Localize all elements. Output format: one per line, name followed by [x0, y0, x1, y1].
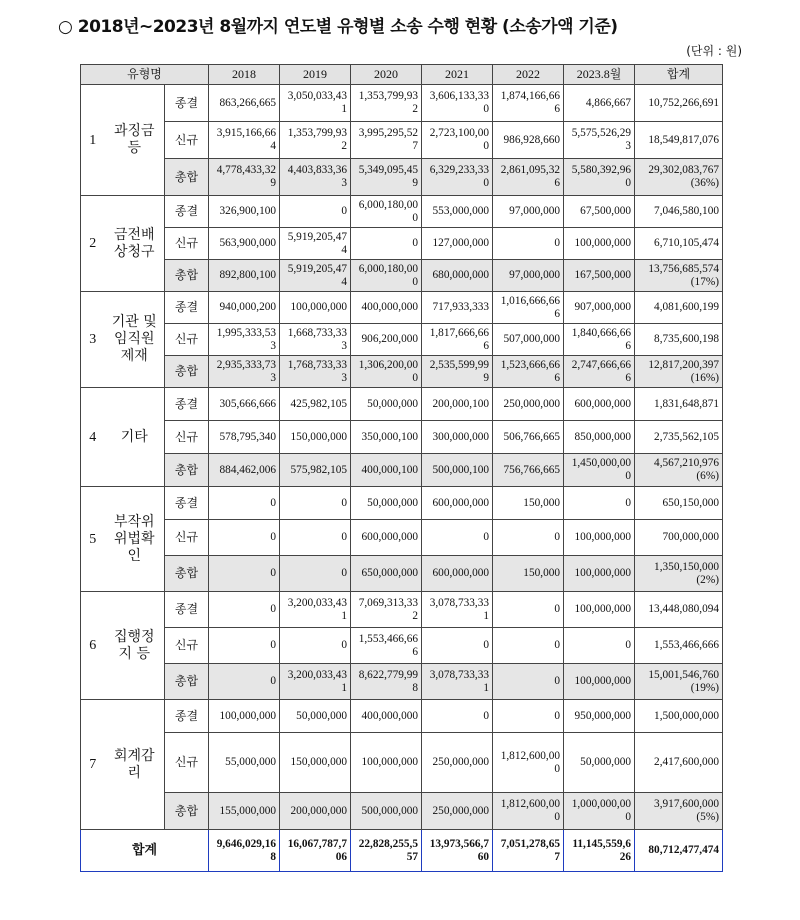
cell-value: 50,000,000: [564, 733, 635, 793]
row-subtype: 신규: [165, 733, 209, 793]
cell-value: 500,000,000: [351, 793, 422, 830]
page-title: ○ 2018년~2023년 8월까지 연도별 유형별 소송 수행 현황 (소송가액 기준): [58, 17, 618, 37]
cell-value: 0: [280, 520, 351, 556]
cell-value: 100,000,000: [564, 556, 635, 592]
cell-value: 3,078,733,331: [422, 664, 493, 700]
cell-total: 4,081,600,199: [635, 292, 723, 324]
table-row: [81, 664, 723, 700]
cell-value: 167,500,000: [564, 260, 635, 292]
cell-value: 0: [209, 592, 280, 628]
unit-label: (단위 : 원): [686, 44, 742, 58]
cell-value: 100,000,000: [564, 664, 635, 700]
cell-value: 0: [493, 664, 564, 700]
cell-value: 0: [209, 520, 280, 556]
table-row: [81, 592, 723, 628]
table-row: [81, 520, 723, 556]
table-row: [81, 159, 723, 196]
cell-total: 700,000,000: [635, 520, 723, 556]
cell-value: 200,000,100: [422, 388, 493, 421]
table-row: [81, 324, 723, 356]
cell-total: 10,752,266,691: [635, 85, 723, 122]
group-number: 3: [81, 292, 105, 388]
cell-value: 1,016,666,666: [493, 292, 564, 324]
group-name: 금전배상청구: [105, 196, 165, 292]
cell-value: 2,723,100,000: [422, 122, 493, 159]
cell-value: 1,995,333,533: [209, 324, 280, 356]
cell-value: 600,000,000: [351, 520, 422, 556]
row-subtype: 신규: [165, 122, 209, 159]
row-subtype: 종결: [165, 700, 209, 733]
group-name: 회계감리: [105, 700, 165, 830]
grand-total-2023: 11,145,559,626: [564, 830, 635, 872]
cell-value: 6,000,180,000: [351, 260, 422, 292]
cell-value: 0: [280, 196, 351, 228]
cell-value: 0: [493, 592, 564, 628]
cell-value: 250,000,000: [422, 733, 493, 793]
row-subtype: 총합: [165, 454, 209, 487]
cell-total: 13,448,080,094: [635, 592, 723, 628]
cell-value: 1,817,666,666: [422, 324, 493, 356]
cell-value: 680,000,000: [422, 260, 493, 292]
table-row: [81, 260, 723, 292]
cell-value: 0: [280, 628, 351, 664]
table-row: [81, 85, 723, 122]
grand-total-2018: 9,646,029,168: [209, 830, 280, 872]
cell-value: 50,000,000: [280, 700, 351, 733]
cell-total: 13,756,685,574 (17%): [635, 260, 723, 292]
row-subtype: 총합: [165, 664, 209, 700]
cell-value: 100,000,000: [280, 292, 351, 324]
litigation-table: [80, 64, 723, 872]
cell-value: 250,000,000: [422, 793, 493, 830]
group-name: 과징금등: [105, 85, 165, 196]
cell-value: 553,000,000: [422, 196, 493, 228]
group-number: 2: [81, 196, 105, 292]
cell-value: 507,000,000: [493, 324, 564, 356]
row-subtype: 총합: [165, 356, 209, 388]
header-2022: 2022: [493, 65, 564, 85]
cell-value: 400,000,100: [351, 454, 422, 487]
cell-value: 0: [493, 520, 564, 556]
row-subtype: 종결: [165, 487, 209, 520]
cell-value: 5,575,526,293: [564, 122, 635, 159]
cell-value: 1,450,000,000: [564, 454, 635, 487]
cell-value: 1,668,733,333: [280, 324, 351, 356]
grand-total-2021: 13,973,566,760: [422, 830, 493, 872]
cell-value: 100,000,000: [564, 592, 635, 628]
cell-value: 50,000,000: [351, 487, 422, 520]
cell-value: 6,329,233,330: [422, 159, 493, 196]
table-row: [81, 454, 723, 487]
table-row: [81, 733, 723, 793]
cell-value: 4,866,667: [564, 85, 635, 122]
cell-value: 0: [422, 700, 493, 733]
cell-value: 578,795,340: [209, 421, 280, 454]
cell-value: 7,069,313,332: [351, 592, 422, 628]
table-row: [81, 228, 723, 260]
cell-value: 0: [422, 628, 493, 664]
cell-value: 1,553,466,666: [351, 628, 422, 664]
cell-value: 5,580,392,960: [564, 159, 635, 196]
grand-total-label: 합계: [81, 830, 209, 872]
cell-value: 305,666,666: [209, 388, 280, 421]
cell-value: 50,000,000: [351, 388, 422, 421]
cell-total: 12,817,200,397 (16%): [635, 356, 723, 388]
cell-value: 150,000: [493, 556, 564, 592]
grand-total-row: [81, 830, 723, 872]
cell-value: 0: [564, 628, 635, 664]
cell-total: 4,567,210,976 (6%): [635, 454, 723, 487]
row-subtype: 총합: [165, 793, 209, 830]
cell-value: 127,000,000: [422, 228, 493, 260]
cell-value: 0: [209, 556, 280, 592]
table-row: [81, 793, 723, 830]
header-2023: 2023.8월: [564, 65, 635, 85]
cell-total: 15,001,546,760 (19%): [635, 664, 723, 700]
group-name: 기관 및 임직원 제재: [105, 292, 165, 388]
cell-value: 907,000,000: [564, 292, 635, 324]
row-subtype: 총합: [165, 159, 209, 196]
cell-total: 29,302,083,767 (36%): [635, 159, 723, 196]
cell-total: 3,917,600,000 (5%): [635, 793, 723, 830]
row-subtype: 신규: [165, 324, 209, 356]
cell-value: 0: [280, 556, 351, 592]
cell-value: 155,000,000: [209, 793, 280, 830]
table-row: [81, 700, 723, 733]
table-row: [81, 628, 723, 664]
cell-total: 1,553,466,666: [635, 628, 723, 664]
row-subtype: 총합: [165, 260, 209, 292]
grand-total-2020: 22,828,255,557: [351, 830, 422, 872]
cell-value: 100,000,000: [564, 520, 635, 556]
cell-value: 8,622,779,998: [351, 664, 422, 700]
table-row: [81, 292, 723, 324]
row-subtype: 신규: [165, 421, 209, 454]
cell-value: 3,078,733,331: [422, 592, 493, 628]
row-subtype: 신규: [165, 628, 209, 664]
header-2020: 2020: [351, 65, 422, 85]
table-row: [81, 421, 723, 454]
group-name: 기타: [105, 388, 165, 487]
cell-value: 0: [209, 487, 280, 520]
row-subtype: 종결: [165, 196, 209, 228]
cell-value: 506,766,665: [493, 421, 564, 454]
cell-value: 350,000,100: [351, 421, 422, 454]
cell-value: 3,200,033,431: [280, 592, 351, 628]
cell-value: 150,000: [493, 487, 564, 520]
cell-value: 6,000,180,000: [351, 196, 422, 228]
group-name: 부작위위법확인: [105, 487, 165, 592]
cell-value: 884,462,006: [209, 454, 280, 487]
cell-value: 950,000,000: [564, 700, 635, 733]
cell-value: 986,928,660: [493, 122, 564, 159]
cell-value: 67,500,000: [564, 196, 635, 228]
cell-value: 892,800,100: [209, 260, 280, 292]
cell-value: 500,000,100: [422, 454, 493, 487]
cell-value: 1,306,200,000: [351, 356, 422, 388]
cell-value: 3,995,295,527: [351, 122, 422, 159]
cell-value: 5,919,205,474: [280, 228, 351, 260]
cell-value: 1,000,000,000: [564, 793, 635, 830]
cell-total: 2,735,562,105: [635, 421, 723, 454]
header-2021: 2021: [422, 65, 493, 85]
cell-value: 326,900,100: [209, 196, 280, 228]
cell-total: 7,046,580,100: [635, 196, 723, 228]
table-row: [81, 356, 723, 388]
cell-value: 400,000,000: [351, 700, 422, 733]
header-type: 유형명: [81, 65, 209, 85]
cell-value: 940,000,200: [209, 292, 280, 324]
grand-total-2022: 7,051,278,657: [493, 830, 564, 872]
cell-value: 150,000,000: [280, 733, 351, 793]
cell-total: 2,417,600,000: [635, 733, 723, 793]
cell-value: 300,000,000: [422, 421, 493, 454]
cell-value: 100,000,000: [351, 733, 422, 793]
cell-value: 0: [564, 487, 635, 520]
cell-total: 1,500,000,000: [635, 700, 723, 733]
cell-value: 0: [493, 628, 564, 664]
header-2019: 2019: [280, 65, 351, 85]
cell-value: 3,200,033,431: [280, 664, 351, 700]
cell-value: 200,000,000: [280, 793, 351, 830]
cell-value: 425,982,105: [280, 388, 351, 421]
cell-total: 1,831,648,871: [635, 388, 723, 421]
table-row: [81, 487, 723, 520]
row-subtype: 신규: [165, 520, 209, 556]
cell-value: 4,403,833,363: [280, 159, 351, 196]
cell-value: 2,861,095,326: [493, 159, 564, 196]
cell-value: 2,747,666,666: [564, 356, 635, 388]
cell-value: 100,000,000: [209, 700, 280, 733]
cell-total: 6,710,105,474: [635, 228, 723, 260]
row-subtype: 총합: [165, 556, 209, 592]
cell-value: 717,933,333: [422, 292, 493, 324]
table-row: [81, 196, 723, 228]
cell-value: 650,000,000: [351, 556, 422, 592]
cell-value: 0: [209, 628, 280, 664]
cell-value: 0: [493, 228, 564, 260]
group-number: 7: [81, 700, 105, 830]
cell-value: 1,874,166,666: [493, 85, 564, 122]
cell-value: 3,915,166,664: [209, 122, 280, 159]
cell-value: 97,000,000: [493, 260, 564, 292]
group-number: 1: [81, 85, 105, 196]
cell-value: 4,778,433,329: [209, 159, 280, 196]
cell-value: 600,000,000: [564, 388, 635, 421]
cell-value: 1,840,666,666: [564, 324, 635, 356]
cell-value: 2,535,599,999: [422, 356, 493, 388]
table-body: [81, 85, 723, 830]
row-subtype: 종결: [165, 85, 209, 122]
cell-value: 55,000,000: [209, 733, 280, 793]
cell-value: 0: [280, 487, 351, 520]
header-2018: 2018: [209, 65, 280, 85]
group-number: 5: [81, 487, 105, 592]
header-row: [81, 65, 723, 85]
cell-value: 600,000,000: [422, 487, 493, 520]
cell-total: 1,350,150,000 (2%): [635, 556, 723, 592]
row-subtype: 종결: [165, 292, 209, 324]
cell-value: 3,050,033,431: [280, 85, 351, 122]
cell-value: 5,919,205,474: [280, 260, 351, 292]
group-number: 4: [81, 388, 105, 487]
cell-value: 250,000,000: [493, 388, 564, 421]
cell-value: 100,000,000: [564, 228, 635, 260]
group-name: 집행정지 등: [105, 592, 165, 700]
cell-value: 5,349,095,459: [351, 159, 422, 196]
cell-total: 8,735,600,198: [635, 324, 723, 356]
cell-value: 97,000,000: [493, 196, 564, 228]
table-row: [81, 556, 723, 592]
cell-value: 0: [351, 228, 422, 260]
header-total: 합계: [635, 65, 723, 85]
grand-total-2019: 16,067,787,706: [280, 830, 351, 872]
cell-value: 906,200,000: [351, 324, 422, 356]
cell-value: 2,935,333,733: [209, 356, 280, 388]
cell-total: 650,150,000: [635, 487, 723, 520]
row-subtype: 종결: [165, 388, 209, 421]
cell-value: 850,000,000: [564, 421, 635, 454]
cell-value: 3,606,133,330: [422, 85, 493, 122]
cell-value: 1,353,799,932: [351, 85, 422, 122]
table-row: [81, 388, 723, 421]
cell-value: 0: [422, 520, 493, 556]
cell-value: 756,766,665: [493, 454, 564, 487]
cell-total: 18,549,817,076: [635, 122, 723, 159]
cell-value: 1,353,799,932: [280, 122, 351, 159]
row-subtype: 신규: [165, 228, 209, 260]
cell-value: 1,523,666,666: [493, 356, 564, 388]
cell-value: 575,982,105: [280, 454, 351, 487]
cell-value: 1,812,600,000: [493, 733, 564, 793]
group-number: 6: [81, 592, 105, 700]
cell-value: 863,266,665: [209, 85, 280, 122]
cell-value: 1,812,600,000: [493, 793, 564, 830]
cell-value: 1,768,733,333: [280, 356, 351, 388]
cell-value: 400,000,000: [351, 292, 422, 324]
row-subtype: 종결: [165, 592, 209, 628]
cell-value: 563,900,000: [209, 228, 280, 260]
table-row: [81, 122, 723, 159]
grand-total-sum: 80,712,477,474: [635, 830, 723, 872]
cell-value: 0: [493, 700, 564, 733]
cell-value: 150,000,000: [280, 421, 351, 454]
cell-value: 0: [209, 664, 280, 700]
cell-value: 600,000,000: [422, 556, 493, 592]
